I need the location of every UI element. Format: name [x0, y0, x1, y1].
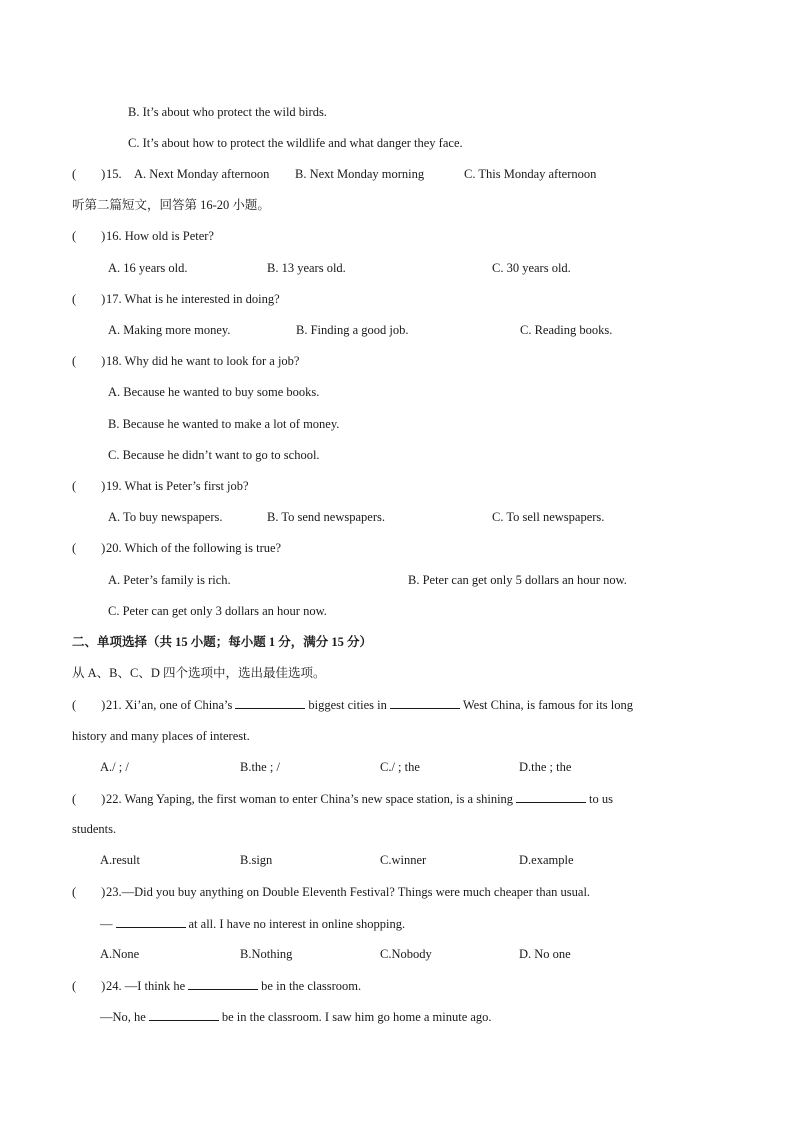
option-b: B. Because he wanted to make a lot of money.: [108, 417, 340, 431]
option-c: C. Reading books.: [520, 323, 613, 337]
answer-blank: [188, 977, 258, 990]
question-stem-part: —No, he: [100, 1010, 146, 1024]
option-b: B.sign: [240, 853, 273, 867]
answer-blank: [235, 696, 305, 709]
option-c: C. To sell newspapers.: [492, 510, 605, 524]
option-d: D.example: [519, 853, 574, 867]
option-b: B. Finding a good job.: [296, 323, 409, 337]
option-a: A.result: [100, 853, 140, 867]
option-a: A. Making more money.: [108, 323, 231, 337]
answer-paren: ( ): [72, 354, 106, 368]
question-continuation: history and many places of interest.: [72, 729, 250, 743]
question-23: [72, 884, 590, 900]
question-stem: 23.—Did you buy anything on Double Eleventh Festival? Things were much cheaper than usual.: [106, 885, 591, 899]
option-c: C. 30 years old.: [492, 261, 571, 275]
answer-paren: ( ): [72, 229, 106, 243]
option-a: A. Because he wanted to buy some books.: [108, 385, 320, 399]
question-16: [72, 228, 214, 244]
option-b: B. It’s about who protect the wild birds.: [128, 105, 327, 119]
section-instruction: 听第二篇短文，回答第 16-20 小题。: [72, 198, 270, 212]
question-stem-part: biggest cities in: [308, 698, 387, 712]
option-c: C. It’s about how to protect the wildlife and what danger they face.: [128, 136, 463, 150]
option-b: B. Peter can get only 5 dollars an hour now.: [408, 573, 627, 587]
option-a: A.None: [100, 947, 140, 961]
answer-paren: ( ): [72, 479, 106, 493]
option-b: B. To send newspapers.: [267, 510, 385, 524]
option-d: D.the ; the: [519, 760, 572, 774]
option-c: C. This Monday afternoon: [464, 167, 597, 181]
question-20: [72, 540, 281, 556]
answer-blank: [390, 696, 460, 709]
question-stem: 16. How old is Peter?: [106, 229, 214, 243]
option-a: A. To buy newspapers.: [108, 510, 223, 524]
option-c: C./ ; the: [380, 760, 420, 774]
answer-paren: ( ): [72, 292, 106, 306]
option-a: A. Next Monday afternoon: [134, 167, 270, 181]
question-22: [72, 790, 613, 807]
question-18: [72, 353, 299, 369]
answer-blank: [149, 1008, 219, 1021]
question-stem-part: be in the classroom. I saw him go home a minute ago.: [221, 1010, 492, 1024]
answer-paren: ( ): [72, 885, 106, 899]
option-b: B.Nothing: [240, 947, 293, 961]
question-21: [72, 696, 633, 713]
section-heading: 二、单项选择（共 15 小题；每小题 1 分，满分 15 分）: [72, 635, 373, 649]
option-c: C. Peter can get only 3 dollars an hour now.: [108, 604, 327, 618]
question-number: 15.: [106, 167, 122, 181]
option-b: B. 13 years old.: [267, 261, 346, 275]
option-c: C.winner: [380, 853, 427, 867]
question-stem: 20. Which of the following is true?: [106, 541, 282, 555]
option-a: A. 16 years old.: [108, 261, 188, 275]
question-stem: 17. What is he interested in doing?: [106, 292, 280, 306]
question-19: [72, 478, 249, 494]
section-instruction: 从 A、B、C、D 四个选项中，选出最佳选项。: [72, 666, 326, 680]
question-24: [72, 977, 361, 994]
dialogue-dash: —: [100, 917, 113, 931]
answer-paren: ( ): [72, 167, 106, 181]
option-c: C.Nobody: [380, 947, 432, 961]
question-stem-part: to us: [589, 792, 614, 806]
question-stem-part: 21. Xi’an, one of China’s: [106, 698, 233, 712]
option-a: A./ ; /: [100, 760, 129, 774]
question-reply: [100, 915, 405, 932]
answer-blank: [116, 915, 186, 928]
option-b: B.the ; /: [240, 760, 280, 774]
question-stem-part: at all. I have no interest in online shopping.: [188, 917, 406, 931]
question-stem-part: be in the classroom.: [261, 979, 362, 993]
option-d: D. No one: [519, 947, 571, 961]
option-a: A. Peter’s family is rich.: [108, 573, 231, 587]
option-c: C. Because he didn’t want to go to school.: [108, 448, 320, 462]
answer-blank: [516, 790, 586, 803]
question-stem: 19. What is Peter’s first job?: [106, 479, 249, 493]
question-reply: [100, 1008, 492, 1025]
question-15: [72, 166, 122, 182]
question-stem: 18. Why did he want to look for a job?: [106, 354, 300, 368]
question-stem-part: West China, is famous for its long: [462, 698, 634, 712]
question-stem-part: 24. —I think he: [106, 979, 186, 993]
question-continuation: students.: [72, 822, 117, 836]
option-b: B. Next Monday morning: [295, 167, 425, 181]
question-stem-part: 22. Wang Yaping, the first woman to enter China’s new space station, is a shining: [106, 792, 514, 806]
question-17: [72, 291, 280, 307]
answer-paren: ( ): [72, 979, 106, 993]
answer-paren: ( ): [72, 792, 106, 806]
answer-paren: ( ): [72, 698, 106, 712]
answer-paren: ( ): [72, 541, 106, 555]
